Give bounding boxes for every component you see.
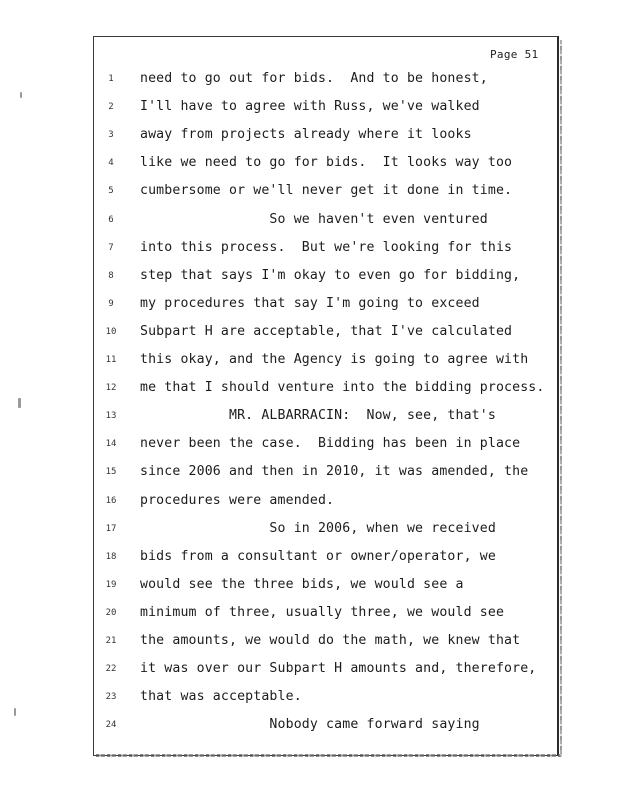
line-number: 5 bbox=[108, 186, 114, 197]
line-number: 23 bbox=[105, 692, 117, 703]
line-number: 1 bbox=[108, 74, 114, 84]
line-number: 8 bbox=[108, 270, 114, 281]
line-number: 14 bbox=[105, 439, 117, 450]
line-number: 21 bbox=[105, 636, 117, 646]
transcript-line: MR. ALBARRACIN: Now, see, that's bbox=[140, 408, 496, 424]
line-number: 6 bbox=[108, 214, 114, 225]
transcript-line: this okay, and the Agency is going to agree with bbox=[140, 352, 529, 367]
transcript-line: bids from a consultant or owner/operator, we bbox=[140, 548, 496, 564]
transcript-line: procedures were amended. bbox=[140, 492, 335, 508]
transcript-line: into this process. But we're looking for this bbox=[140, 239, 513, 255]
transcript-line: that was acceptable. bbox=[140, 689, 302, 705]
transcript-line: minimum of three, usually three, we would see bbox=[140, 604, 505, 620]
transcript-line: I'll have to agree with Russ, we've walked bbox=[140, 99, 480, 115]
transcript-line: Subpart H are acceptable, that I've calculated bbox=[140, 323, 513, 339]
transcript-line: need to go out for bids. And to be honest, bbox=[140, 71, 488, 86]
line-number: 4 bbox=[108, 158, 114, 169]
scan-artifact bbox=[20, 92, 22, 98]
transcript-line: cumbersome or we'll never get it done in time. bbox=[140, 183, 513, 199]
line-number: 7 bbox=[108, 242, 114, 253]
transcript-line: So we haven't even ventured bbox=[140, 211, 488, 227]
scan-edge-bottom bbox=[96, 754, 562, 757]
transcript-line: my procedures that say I'm going to exceed bbox=[140, 295, 480, 311]
transcript-line: like we need to go for bids. It looks way too bbox=[140, 155, 513, 171]
line-number: 3 bbox=[108, 130, 114, 141]
transcript-line: me that I should venture into the bidding process. bbox=[140, 380, 545, 396]
scan-artifact bbox=[18, 398, 21, 408]
line-number: 2 bbox=[108, 102, 114, 113]
transcript-line: step that says I'm okay to even go for bidding, bbox=[140, 267, 521, 283]
scan-artifact bbox=[14, 708, 16, 716]
line-number: 11 bbox=[105, 355, 117, 365]
line-number: 16 bbox=[105, 495, 117, 506]
page-number: Page 51 bbox=[490, 48, 539, 61]
line-number: 12 bbox=[105, 383, 117, 394]
line-number: 13 bbox=[105, 411, 117, 422]
scan-edge-right bbox=[560, 40, 562, 756]
line-number: 24 bbox=[105, 720, 117, 731]
transcript-line: it was over our Subpart H amounts and, therefore, bbox=[140, 661, 537, 677]
line-number: 10 bbox=[105, 326, 117, 337]
page-border bbox=[93, 36, 559, 756]
line-number: 15 bbox=[105, 467, 117, 478]
transcript-line: So in 2006, when we received bbox=[140, 520, 496, 536]
transcript-line: away from projects already where it looks bbox=[140, 127, 472, 143]
line-number: 20 bbox=[105, 607, 117, 618]
line-number: 22 bbox=[105, 664, 117, 675]
transcript-line: would see the three bids, we would see a bbox=[140, 576, 464, 592]
transcript-line: Nobody came forward saying bbox=[140, 717, 480, 733]
line-number: 19 bbox=[105, 579, 117, 590]
line-number: 18 bbox=[105, 551, 117, 562]
line-number: 17 bbox=[105, 523, 117, 534]
transcript-line: never been the case. Bidding has been in place bbox=[140, 436, 521, 452]
transcript-line: since 2006 and then in 2010, it was amended, the bbox=[140, 464, 529, 480]
transcript-line: the amounts, we would do the math, we knew that bbox=[140, 633, 521, 648]
line-number: 9 bbox=[108, 298, 114, 309]
